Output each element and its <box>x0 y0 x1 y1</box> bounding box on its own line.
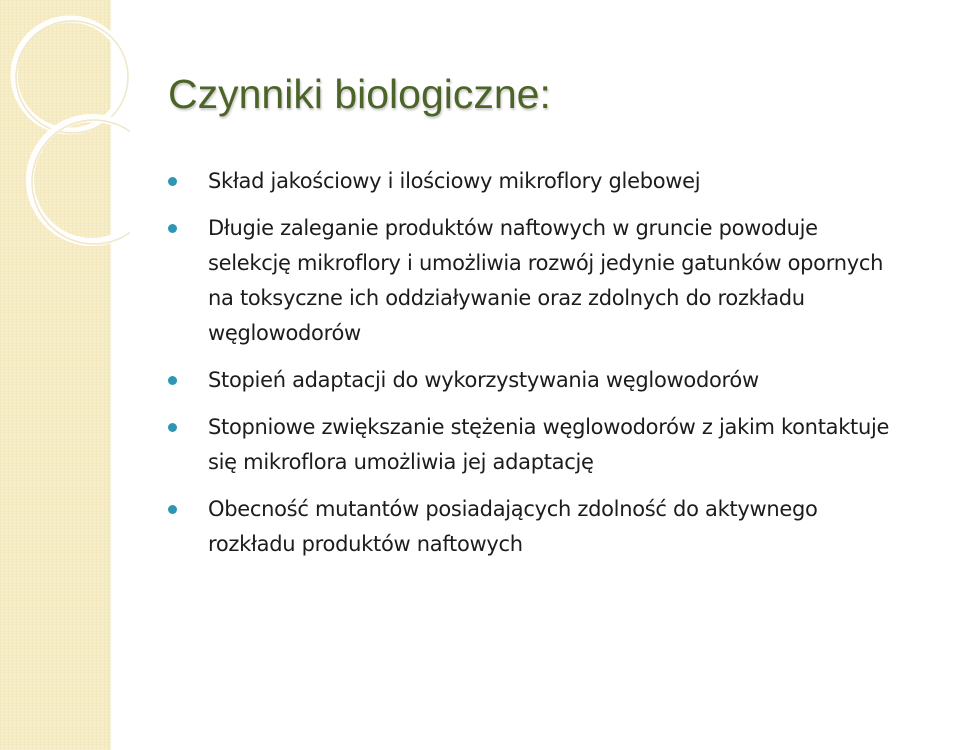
bullet-text <box>208 492 818 562</box>
bullet-line: Długie zaleganie produktów naftowych w gruncie powoduje <box>208 216 818 240</box>
bullet-text <box>208 164 700 199</box>
bullet-dot-icon <box>168 224 177 233</box>
bullet-item <box>168 492 958 562</box>
slide-title: Czynniki biologiczne: <box>168 71 551 117</box>
bullet-line: Stopień adaptacji do wykorzystywania węglowodorów <box>208 368 759 392</box>
bullet-dot-icon <box>168 177 177 186</box>
bullet-item <box>168 211 958 351</box>
bullet-list <box>168 164 958 574</box>
decorative-ring-upper-shadow <box>16 21 128 133</box>
decorative-rings <box>0 0 130 260</box>
bullet-line: się mikroflora umożliwia jej adaptację <box>208 450 594 474</box>
bullet-item <box>168 164 958 199</box>
bullet-dot-icon <box>168 376 177 385</box>
bullet-line: rozkładu produktów naftowych <box>208 532 523 556</box>
bullet-text <box>208 363 759 398</box>
decorative-ring-lower <box>30 118 130 242</box>
bullet-line: Skład jakościowy i ilościowy mikroflory glebowej <box>208 169 701 193</box>
bullet-text <box>208 410 889 480</box>
bullet-line: Stopniowe zwiększanie stężenia węglowodorów z jakim kontaktuje <box>208 415 890 439</box>
bullet-line: selekcję mikroflory i umożliwia rozwój jedynie gatunków opornych <box>208 251 884 275</box>
bullet-item <box>168 363 958 398</box>
bullet-line: Obecność mutantów posiadających zdolność do aktywnego <box>208 497 818 521</box>
bullet-text <box>208 211 883 351</box>
bullet-item <box>168 410 958 480</box>
bullet-line: na toksyczne ich oddziaływanie oraz zdolnych do rozkładu <box>208 286 805 310</box>
bullet-dot-icon <box>168 505 177 514</box>
bullet-line: węglowodorów <box>208 321 361 345</box>
bullet-dot-icon <box>168 423 177 432</box>
